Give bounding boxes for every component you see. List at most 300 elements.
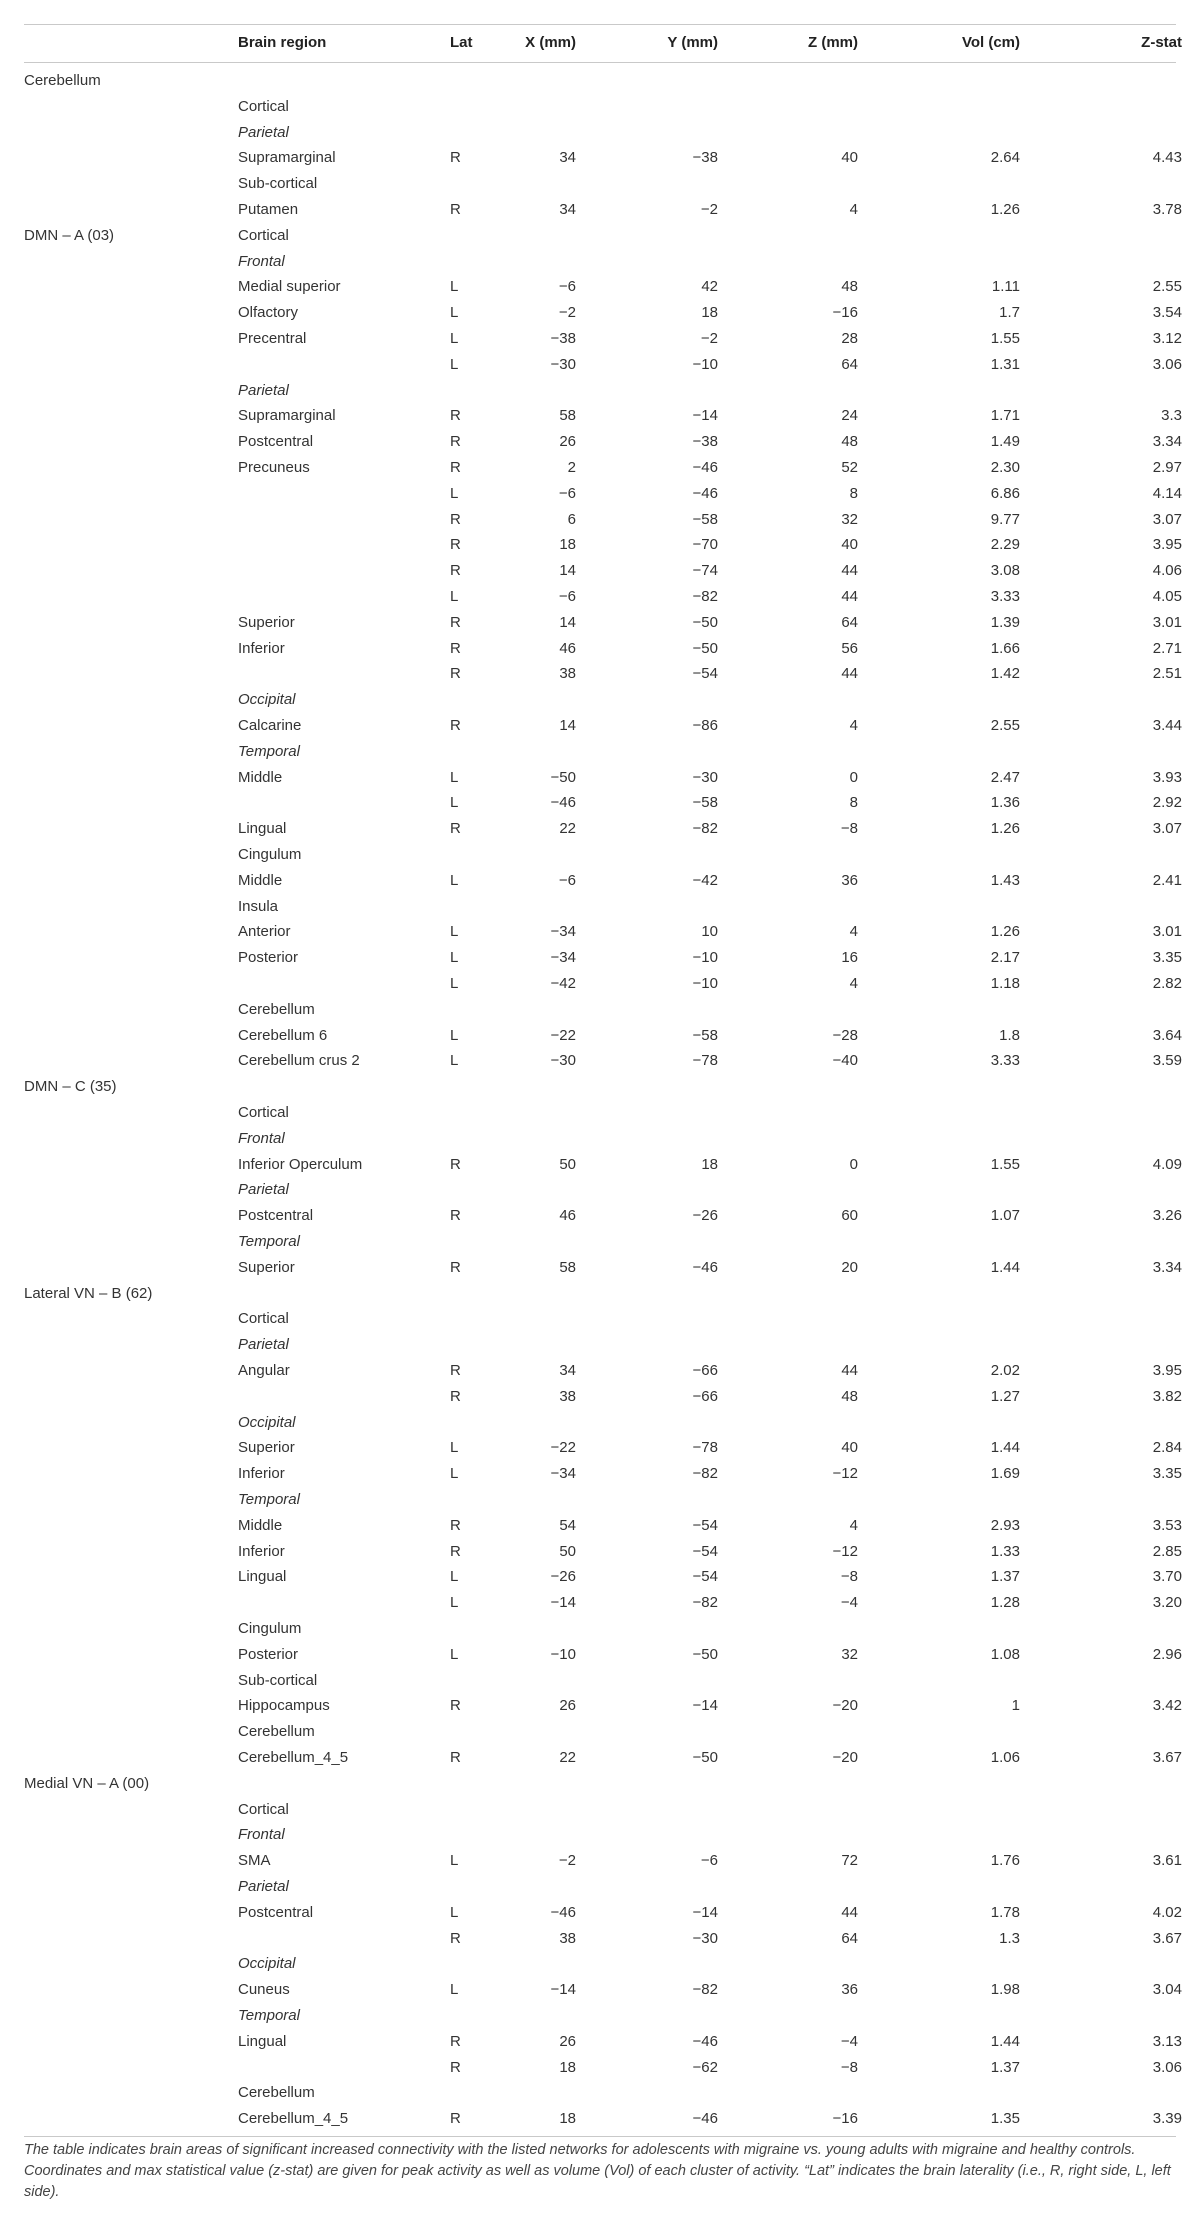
zstat-cell: 3.35: [1152, 949, 1182, 967]
y-cell: −38: [692, 433, 718, 451]
region-cell: Cortical: [238, 1800, 289, 1818]
table-row: [24, 1177, 1176, 1203]
header-x-cell: X (mm): [525, 34, 576, 51]
vol-cell: 1.69: [990, 1465, 1020, 1483]
table-row: [24, 584, 1182, 610]
table-row: [24, 1281, 1176, 1307]
region-cell: Lingual: [238, 1568, 287, 1586]
table-row: [24, 223, 1176, 249]
region-cell: Olfactory: [238, 304, 299, 322]
z-cell: 4: [849, 201, 858, 218]
z-cell: 36: [841, 871, 858, 889]
region-cell: Cortical: [238, 1104, 289, 1121]
lat-cell: R: [450, 1362, 461, 1379]
y-cell: −30: [692, 768, 718, 786]
x-cell: −2: [558, 304, 576, 322]
zstat-cell: 3.70: [1152, 1568, 1182, 1586]
x-cell: −10: [550, 1645, 576, 1663]
region-cell: Cortical: [238, 226, 289, 244]
zstat-cell: 3.67: [1152, 1749, 1182, 1766]
table-row: [24, 455, 1182, 481]
network-cell: Cerebellum: [24, 72, 101, 89]
region-cell: Lingual: [238, 2032, 287, 2050]
vol-cell: 1.7: [999, 304, 1020, 322]
region-cell: Putamen: [238, 201, 299, 218]
x-cell: −34: [550, 949, 576, 967]
table-row: [24, 2055, 1182, 2081]
lat-cell: R: [450, 1749, 461, 1766]
table-row: [24, 1410, 1176, 1436]
y-cell: −62: [692, 2058, 718, 2076]
region-cell: Frontal: [238, 252, 285, 270]
vol-cell: 1.66: [990, 639, 1020, 657]
z-cell: 64: [841, 355, 858, 373]
x-cell: 46: [559, 1207, 576, 1225]
region-cell: Inferior: [238, 1465, 285, 1483]
z-cell: −12: [832, 1542, 858, 1560]
table-row: [24, 507, 1182, 533]
lat-cell: L: [450, 1903, 459, 1921]
y-cell: −82: [692, 1465, 718, 1483]
lat-cell: R: [450, 1207, 461, 1225]
zstat-cell: 3.20: [1152, 1594, 1182, 1612]
lat-cell: R: [450, 639, 461, 657]
y-cell: −66: [692, 1362, 718, 1379]
header-row: [24, 30, 1182, 56]
zstat-cell: 2.82: [1152, 975, 1182, 992]
z-cell: 40: [841, 149, 858, 167]
lat-cell: R: [450, 1387, 461, 1405]
x-cell: −26: [550, 1568, 576, 1586]
zstat-cell: 3.34: [1152, 433, 1182, 451]
x-cell: 34: [559, 149, 576, 167]
lat-cell: L: [450, 923, 459, 941]
x-cell: −2: [558, 1852, 576, 1870]
table-row: [24, 971, 1182, 997]
vol-cell: 1.44: [990, 2032, 1020, 2050]
x-cell: −6: [558, 588, 576, 605]
y-cell: −10: [692, 355, 718, 373]
z-cell: 32: [841, 1645, 858, 1663]
y-cell: −78: [692, 1439, 718, 1457]
region-cell: Occipital: [238, 1413, 296, 1431]
region-cell: Parietal: [238, 123, 289, 141]
zstat-cell: 3.95: [1152, 1362, 1182, 1379]
region-cell: Medial superior: [238, 278, 341, 296]
z-cell: −12: [832, 1465, 858, 1483]
y-cell: −42: [692, 871, 718, 889]
zstat-cell: 3.78: [1152, 201, 1182, 218]
y-cell: −2: [700, 330, 718, 347]
zstat-cell: 3.53: [1152, 1516, 1182, 1534]
header-zstat-cell: Z-stat: [1141, 34, 1182, 51]
table-row: [24, 1539, 1182, 1565]
z-cell: 36: [841, 1981, 858, 1999]
region-cell: Parietal: [238, 1336, 289, 1354]
table-row: [24, 481, 1182, 507]
lat-cell: R: [450, 613, 461, 631]
vol-cell: 1.36: [990, 794, 1020, 812]
table-row: [24, 1642, 1182, 1668]
vol-cell: 1.26: [990, 820, 1020, 838]
vol-cell: 2.30: [990, 459, 1020, 476]
lat-cell: R: [450, 717, 461, 734]
zstat-cell: 4.02: [1152, 1903, 1182, 1921]
lat-cell: L: [450, 794, 459, 812]
y-cell: −10: [692, 975, 718, 992]
z-cell: −16: [832, 2110, 858, 2128]
x-cell: −34: [550, 1465, 576, 1483]
header-y-cell: Y (mm): [667, 34, 718, 51]
table-row: [24, 1384, 1182, 1410]
zstat-cell: 2.71: [1152, 639, 1182, 657]
y-cell: −26: [692, 1207, 718, 1225]
lat-cell: L: [450, 1645, 459, 1663]
y-cell: −50: [692, 1749, 718, 1766]
z-cell: −28: [832, 1026, 858, 1044]
x-cell: −14: [550, 1981, 576, 1999]
table-row: [24, 1332, 1176, 1358]
zstat-cell: 3.34: [1152, 1258, 1182, 1276]
lat-cell: L: [450, 278, 459, 296]
y-cell: −54: [692, 1516, 718, 1534]
vol-cell: 3.33: [990, 588, 1020, 605]
region-cell: Precuneus: [238, 459, 310, 476]
table-row: [24, 1461, 1182, 1487]
y-cell: −10: [692, 949, 718, 967]
region-cell: Temporal: [238, 1491, 300, 1508]
x-cell: 22: [559, 820, 576, 838]
zstat-cell: 3.64: [1152, 1026, 1182, 1044]
vol-cell: 1.8: [999, 1026, 1020, 1044]
vol-cell: 1.42: [990, 665, 1020, 683]
lat-cell: R: [450, 201, 461, 218]
x-cell: 38: [559, 1929, 576, 1947]
zstat-cell: 3.59: [1152, 1052, 1182, 1070]
z-cell: 44: [841, 1362, 858, 1379]
x-cell: −38: [550, 330, 576, 347]
y-cell: −46: [692, 484, 718, 502]
region-cell: Precentral: [238, 330, 307, 347]
x-cell: −46: [550, 794, 576, 812]
z-cell: −4: [840, 2032, 858, 2050]
region-cell: Parietal: [238, 381, 289, 399]
region-cell: Hippocampus: [238, 1697, 330, 1715]
lat-cell: L: [450, 355, 459, 373]
region-cell: Cortical: [238, 1310, 289, 1328]
top-rule: [24, 24, 1176, 25]
zstat-cell: 2.84: [1152, 1439, 1182, 1457]
table-row: [24, 1616, 1176, 1642]
y-cell: −78: [692, 1052, 718, 1070]
z-cell: 32: [841, 510, 858, 528]
region-cell: Occipital: [238, 691, 296, 709]
x-cell: 54: [559, 1516, 576, 1534]
lat-cell: R: [450, 459, 461, 476]
vol-cell: 1.18: [990, 975, 1020, 992]
z-cell: −16: [832, 304, 858, 322]
zstat-cell: 3.07: [1152, 510, 1182, 528]
region-cell: Postcentral: [238, 433, 314, 451]
z-cell: −4: [840, 1594, 858, 1612]
header-lat-cell: Lat: [450, 34, 473, 51]
zstat-cell: 4.06: [1152, 562, 1182, 580]
region-cell: Parietal: [238, 1181, 289, 1199]
vol-cell: 2.64: [990, 149, 1020, 167]
lat-cell: L: [450, 1852, 459, 1870]
x-cell: 26: [559, 2032, 576, 2050]
vol-cell: 1.37: [990, 1568, 1020, 1586]
table-row: [24, 68, 1176, 94]
lat-cell: R: [450, 1542, 461, 1560]
zstat-cell: 3.01: [1152, 923, 1182, 941]
region-cell: Superior: [238, 1439, 295, 1457]
region-cell: Middle: [238, 768, 283, 786]
x-cell: −46: [550, 1903, 576, 1921]
zstat-cell: 3.12: [1152, 330, 1182, 347]
table-row: [24, 1926, 1182, 1952]
z-cell: 4: [849, 1516, 858, 1534]
zstat-cell: 3.06: [1152, 355, 1182, 373]
table-row: [24, 919, 1182, 945]
region-cell: Cerebellum 6: [238, 1026, 328, 1044]
x-cell: 26: [559, 1697, 576, 1715]
vol-cell: 1.33: [990, 1542, 1020, 1560]
table-row: [24, 1951, 1176, 1977]
vol-cell: 2.29: [990, 536, 1020, 554]
zstat-cell: 2.51: [1152, 665, 1182, 683]
x-cell: 50: [559, 1155, 576, 1173]
zstat-cell: 3.07: [1152, 820, 1182, 838]
z-cell: −20: [832, 1749, 858, 1766]
region-cell: Temporal: [238, 2007, 300, 2024]
table-row: [24, 2106, 1182, 2132]
region-cell: Cerebellum: [238, 1000, 315, 1018]
table-row: [24, 532, 1182, 558]
table-row: [24, 94, 1176, 120]
table-row: [24, 1023, 1182, 1049]
region-cell: Cerebellum: [238, 2084, 315, 2102]
y-cell: −46: [692, 2032, 718, 2050]
header-rule: [24, 62, 1176, 63]
lat-cell: R: [450, 536, 461, 554]
region-cell: Supramarginal: [238, 149, 336, 167]
zstat-cell: 3.82: [1152, 1387, 1182, 1405]
lat-cell: R: [450, 1155, 461, 1173]
vol-cell: 2.93: [990, 1516, 1020, 1534]
zstat-cell: 3.04: [1152, 1981, 1182, 1999]
zstat-cell: 2.55: [1152, 278, 1182, 296]
z-cell: 4: [849, 923, 858, 941]
table-row: [24, 352, 1182, 378]
z-cell: 72: [841, 1852, 858, 1870]
table-row: [24, 1126, 1176, 1152]
z-cell: 64: [841, 1929, 858, 1947]
region-cell: Lingual: [238, 820, 287, 838]
z-cell: −8: [840, 820, 858, 838]
lat-cell: R: [450, 1516, 461, 1534]
region-cell: Cerebellum crus 2: [238, 1052, 360, 1070]
vol-cell: 1.31: [990, 355, 1020, 373]
x-cell: −22: [550, 1439, 576, 1457]
z-cell: 4: [849, 975, 858, 992]
table-row: [24, 2003, 1176, 2029]
x-cell: 18: [559, 2058, 576, 2076]
region-cell: Frontal: [238, 1826, 285, 1844]
table-row: [24, 1229, 1176, 1255]
y-cell: 18: [701, 304, 718, 322]
region-cell: Superior: [238, 1258, 295, 1276]
region-cell: Anterior: [238, 923, 291, 941]
vol-cell: 1.78: [990, 1903, 1020, 1921]
vol-cell: 2.02: [990, 1362, 1020, 1379]
table-row: [24, 1358, 1182, 1384]
x-cell: 14: [559, 717, 576, 734]
region-cell: Cerebellum_4_5: [238, 1749, 349, 1766]
header-vol-cell: Vol (cm): [961, 34, 1020, 51]
network-cell: Medial VN – A (00): [24, 1774, 150, 1792]
lat-cell: R: [450, 1258, 461, 1276]
region-cell: Cortical: [238, 97, 289, 115]
y-cell: −58: [692, 794, 718, 812]
x-cell: 38: [559, 665, 576, 683]
lat-cell: R: [450, 407, 461, 425]
x-cell: 34: [559, 201, 576, 218]
z-cell: 0: [849, 768, 858, 786]
z-cell: 44: [841, 665, 858, 683]
vol-cell: 1.55: [990, 330, 1020, 347]
zstat-cell: 2.92: [1152, 794, 1182, 812]
lat-cell: L: [450, 871, 459, 889]
x-cell: −14: [550, 1594, 576, 1612]
header-region-cell: Brain region: [238, 34, 327, 51]
lat-cell: L: [450, 1439, 459, 1457]
vol-cell: 2.55: [990, 717, 1020, 734]
table-row: [24, 1435, 1182, 1461]
table-row: [24, 1848, 1182, 1874]
region-cell: Posterior: [238, 1645, 299, 1663]
table-row: [24, 1590, 1182, 1616]
vol-cell: 1.98: [990, 1981, 1020, 1999]
table-row: [24, 249, 1176, 275]
region-cell: SMA: [238, 1852, 271, 1870]
y-cell: −50: [692, 1645, 718, 1663]
table-footnote: The table indicates brain areas of significant increased connectivity with the listed networks for adolescents with migraine vs. young adults with migraine and healthy controls. Coordinates and max statistical value (z-stat) are given for peak activity as well as volume (Vol) of each cluster of activity. “Lat” indicates the brain laterality (i.e., R, right side, L, left side).: [24, 2142, 1171, 2200]
y-cell: −86: [692, 717, 718, 734]
y-cell: 10: [701, 923, 718, 941]
z-cell: 40: [841, 1439, 858, 1457]
table-row: [24, 558, 1182, 584]
region-cell: Postcentral: [238, 1207, 314, 1225]
table-row: [24, 1152, 1182, 1178]
z-cell: −8: [840, 1568, 858, 1586]
vol-cell: 1.71: [990, 407, 1020, 425]
z-cell: 0: [849, 1155, 858, 1173]
table-row: [24, 1487, 1176, 1513]
region-cell: Postcentral: [238, 1903, 314, 1921]
region-cell: Cerebellum: [238, 1723, 315, 1741]
region-cell: Inferior Operculum: [238, 1155, 363, 1173]
y-cell: −58: [692, 510, 718, 528]
table-row: [24, 429, 1182, 455]
table-row: [24, 1900, 1182, 1926]
z-cell: 44: [841, 562, 858, 580]
vol-cell: 1.43: [990, 871, 1020, 889]
zstat-cell: 2.96: [1152, 1645, 1182, 1663]
vol-cell: 6.86: [990, 484, 1020, 502]
vol-cell: 1.35: [990, 2110, 1020, 2128]
lat-cell: L: [450, 588, 459, 605]
x-cell: 18: [559, 536, 576, 554]
table-row: [24, 1203, 1182, 1229]
region-cell: Frontal: [238, 1129, 285, 1147]
y-cell: −2: [700, 201, 718, 218]
network-cell: Lateral VN – B (62): [24, 1284, 153, 1302]
zstat-cell: 3.26: [1152, 1207, 1182, 1225]
z-cell: 60: [841, 1207, 858, 1225]
lat-cell: L: [450, 1594, 459, 1612]
zstat-cell: 4.43: [1152, 149, 1182, 167]
x-cell: 26: [559, 433, 576, 451]
zstat-cell: 3.42: [1152, 1697, 1182, 1715]
region-cell: Occipital: [238, 1955, 296, 1973]
table-row: [24, 765, 1182, 791]
x-cell: −6: [558, 278, 576, 296]
region-cell: Parietal: [238, 1878, 289, 1895]
x-cell: −42: [550, 975, 576, 992]
y-cell: −82: [692, 820, 718, 838]
region-cell: Insula: [238, 897, 279, 915]
z-cell: 28: [841, 330, 858, 347]
x-cell: −30: [550, 1052, 576, 1070]
region-cell: Sub-cortical: [238, 1671, 318, 1689]
table-row: [24, 816, 1182, 842]
table-row: [24, 403, 1182, 429]
z-cell: 8: [849, 794, 858, 812]
lat-cell: R: [450, 820, 461, 838]
x-cell: 14: [559, 613, 576, 631]
table-row: [24, 120, 1176, 146]
zstat-cell: 3.06: [1152, 2058, 1182, 2076]
y-cell: −54: [692, 1542, 718, 1560]
lat-cell: L: [450, 1981, 459, 1999]
z-cell: 56: [841, 639, 858, 657]
z-cell: 4: [849, 717, 858, 734]
y-cell: −74: [692, 562, 718, 580]
lat-cell: R: [450, 510, 461, 528]
vol-cell: 1.08: [990, 1645, 1020, 1663]
y-cell: −54: [692, 665, 718, 683]
y-cell: −46: [692, 2110, 718, 2128]
table-row: [24, 145, 1182, 171]
table-row: [24, 2029, 1182, 2055]
table-row: [24, 894, 1176, 920]
table-row: [24, 1745, 1182, 1771]
z-cell: 24: [841, 407, 858, 425]
lat-cell: L: [450, 484, 459, 502]
lat-cell: R: [450, 665, 461, 683]
vol-cell: 1.37: [990, 2058, 1020, 2076]
zstat-cell: 3.54: [1152, 304, 1182, 322]
vol-cell: 1.49: [990, 433, 1020, 451]
z-cell: 40: [841, 536, 858, 554]
z-cell: 8: [849, 484, 858, 502]
lat-cell: L: [450, 1052, 459, 1070]
z-cell: 44: [841, 1903, 858, 1921]
zstat-cell: 3.67: [1152, 1929, 1182, 1947]
x-cell: 34: [559, 1362, 576, 1379]
vol-cell: 1: [1011, 1697, 1020, 1715]
